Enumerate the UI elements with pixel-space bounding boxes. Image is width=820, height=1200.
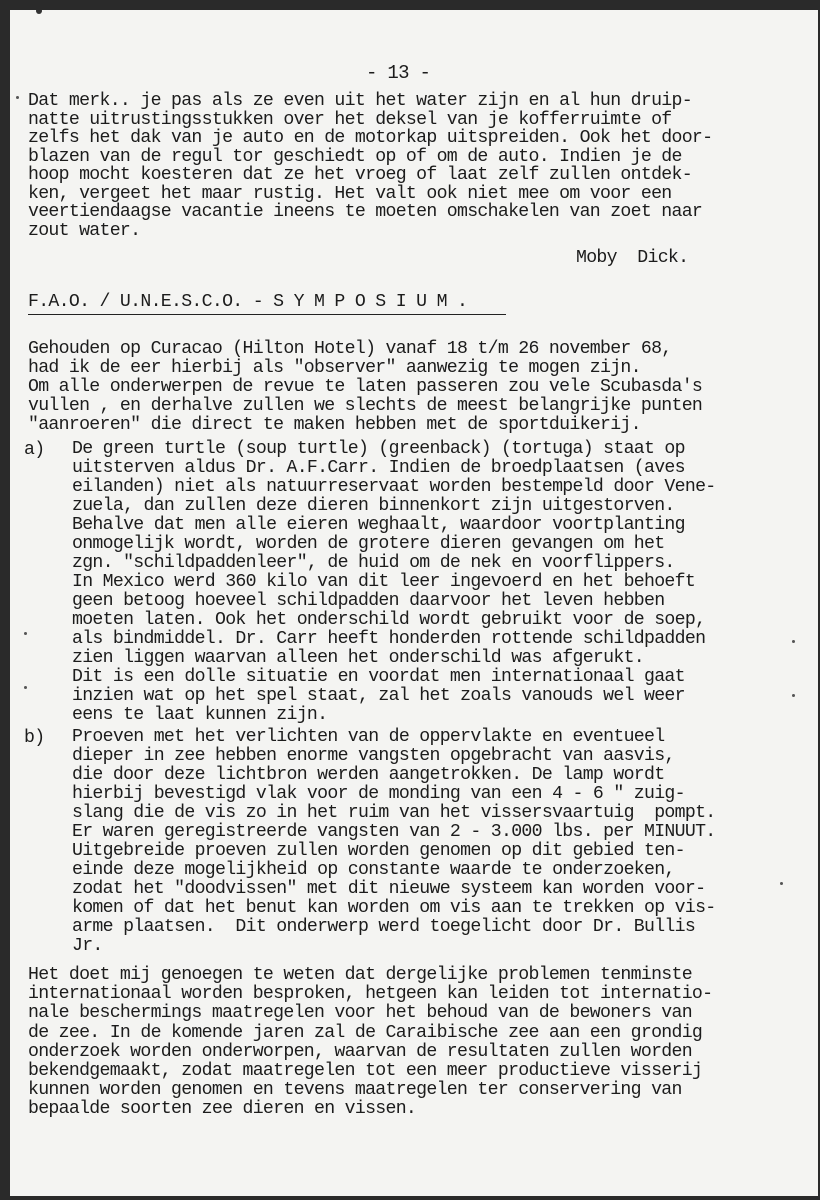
section-intro-paragraph: Gehouden op Curacao (Hilton Hotel) vanaf 18 t/m 26 november 68, had ik de eer hierbij als "observer" aanwezig te mogen zijn. Om alle onderwerpen de revue te laten passeren zou vele Scubasda's vullen , en derhalve zullen we slechts de meest belangrijke punten "aanroeren" die direct te maken hebben met de sportduikerij.: [28, 339, 703, 435]
list-item-text: De green turtle (soup turtle) (greenback) (tortuga) staat op uitsterven aldus Dr. A.F.Carr. Indien de broedplaatsen (aves eilanden) niet als natuurreservaat worden bestempeld door Vene- zuela, dan zullen deze dieren binnenkort zijn uitgestorven. Behalve dat men alle eieren weghaalt, waardoor voortplanting onmogelijk wordt, worden de grotere dieren gevangen om het zgn. "schildpaddenleer", de huid om de nek en voorflippers. In Mexico werd 360 kilo van dit leer ingevoerd en het behoeft geen betoog hoeveel schildpadden daarvoor het leven hebben moeten laten. Ook het onderschild wordt gebruikt voor de soep, als bindmiddel. Dr. Carr heeft honderden rottende schildpadden zien liggen waarvan alleen het onderschild was afgerukt. Dit is een dolle situatie en voordat men internationaal gaat inzien wat op het spel staat, zal het zoals vanouds wel weer eens te laat kunnen zijn.: [72, 439, 716, 725]
list-item-marker: a): [24, 440, 45, 460]
margin-dot: [24, 686, 27, 689]
page-number: - 13 -: [366, 62, 431, 84]
list-item-marker: b): [24, 728, 45, 748]
section-title: F.A.O. / U.N.E.S.C.O. - S Y M P O S I U M .: [28, 292, 468, 312]
punch-hole-mark: [36, 10, 42, 14]
margin-dot: [792, 694, 795, 697]
signature: Moby Dick.: [576, 248, 689, 268]
margin-dot: [780, 882, 783, 885]
margin-dot: [24, 632, 27, 635]
margin-dot: [16, 96, 19, 99]
title-underline: [28, 314, 506, 315]
intro-paragraph: Dat merk.. je pas als ze even uit het water zijn en al hun druip- natte uitrustingsstukken over het deksel van je kofferruimte of zelfs het dak van je auto en de motorkap uitspreiden. Ook het door- blazen van de regul tor geschiedt op of om de auto. Indien je de hoop mocht koesteren dat ze het vroeg of laat zelf zullen ontdek- ken, vergeet het maar rustig. Het valt ook niet mee om voor een veertiendaagse vacantie ineens te moeten omschakelen van zoet naar zout water.: [28, 91, 713, 241]
list-item-text: Proeven met het verlichten van de oppervlakte en eventueel dieper in zee hebben enorme vangsten opgebracht van aasvis, die door deze lichtbron werden aangetrokken. De lamp wordt hierbij bevestigd vlak voor de monding van een 4 - 6 " zuig- slang die de vis zo in het ruim van het vissersvaartuig pompt. Er waren geregistreerde vangsten van 2 - 3.000 lbs. per MINUUT. Uitgebreide proeven zullen worden genomen op dit gebied ten- einde deze mogelijkheid op constante waarde te onderzoeken, zodat het "doodvissen" met dit nieuwe systeem kan worden voor- komen of dat het benut kan worden om vis aan te trekken op vis- arme plaatsen. Dit onderwerp werd toegelicht door Dr. Bullis Jr.: [72, 727, 716, 956]
margin-dot: [792, 640, 795, 643]
document-page: [10, 10, 818, 1196]
closing-paragraph: Het doet mij genoegen te weten dat dergelijke problemen tenminste internationaal worden besproken, hetgeen kan leiden tot internatio- nale beschermings maatregelen voor het behoud van de bewoners van de zee. In de komende jaren zal de Caraibische zee aan een grondig onderzoek worden onderworpen, waarvan de resultaten zullen worden bekendgemaakt, zodat maatregelen tot een meer productieve visserij kunnen worden genomen en tevens maatregelen ter conservering van bepaalde soorten zee dieren en vissen.: [28, 965, 713, 1120]
